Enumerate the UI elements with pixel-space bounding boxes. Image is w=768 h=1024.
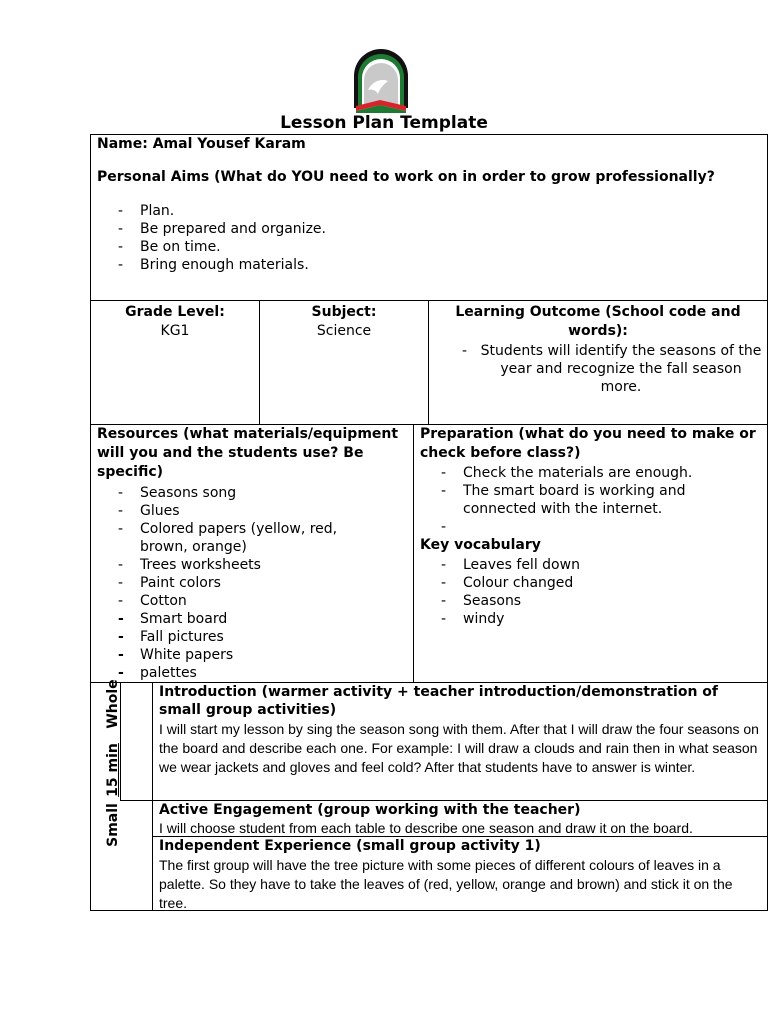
side-divider	[152, 682, 153, 910]
list-item: - Bring enough materials.	[94, 256, 594, 274]
list-item: - White papers	[94, 646, 394, 664]
outcome-text: Students will identify the seasons of the year and recognize the fall season more.	[480, 343, 762, 395]
list-item: - Leaves fell down	[417, 556, 717, 574]
subject-value: Science	[316, 323, 372, 339]
row-divider	[90, 300, 768, 301]
label-line: specific)	[97, 464, 164, 480]
resources-list	[94, 484, 394, 610]
list-item: - Plan.	[94, 202, 594, 220]
list-item: - The smart board is working and connected with the internet.	[417, 482, 713, 518]
list-item: - Cotton	[94, 592, 394, 610]
school-crest-icon	[350, 48, 412, 114]
whole-label: Whole	[105, 679, 121, 729]
independent-experience-heading: Independent Experience (small group activity 1)	[159, 838, 541, 854]
preparation-list	[417, 464, 737, 536]
list-item: - Trees worksheets	[94, 556, 394, 574]
list-item: - Glues	[94, 502, 394, 520]
list-item: - Be prepared and organize.	[94, 220, 594, 238]
duration-label: 15 min	[105, 743, 121, 797]
school-crest-logo	[350, 48, 412, 114]
page-title: Lesson Plan Template	[280, 113, 488, 133]
learning-outcome-item: - Students will identify the seasons of the year and recognize the fall season more.	[456, 342, 762, 396]
label-line: Preparation (what do you need to make or	[420, 426, 756, 442]
list-item: - windy	[417, 610, 717, 628]
list-item: - Be on time.	[94, 238, 594, 256]
list-item: - Paint colors	[94, 574, 394, 592]
active-engagement-heading: Active Engagement (group working with the teacher)	[159, 802, 581, 818]
col-divider	[413, 424, 414, 682]
personal-aims-list	[94, 202, 594, 274]
list-item: - Check the materials are enough.	[417, 464, 737, 482]
independent-experience-text: The first group will have the tree picture with some pieces of different colours of leaves in a palette. So they have to take the leaves of (red, yellow, orange and brown) and stick it on the tree.	[159, 857, 733, 911]
grade-level-value: KG1	[160, 323, 190, 339]
introduction-text: I will start my lesson by sing the season song with them. After that I will draw the four seasons on the board and describe each one. For example: I will draw a clouds and rain then in what season we wear jackets and gloves and feel cold? After that students have to answer is winter.	[159, 721, 759, 775]
label-line: check before class?)	[420, 445, 581, 461]
list-item: - Seasons	[417, 592, 717, 610]
resources-label	[97, 425, 409, 482]
active-engagement-text: I will choose student from each table to describe one season and draw it on the board.	[159, 820, 693, 836]
personal-aims-label: Personal Aims (What do YOU need to work on in order to grow professionally?	[97, 169, 715, 185]
list-item: - Colored papers (yellow, red, brown, orange)	[94, 520, 360, 556]
label-line: will you and the students use? Be	[97, 445, 364, 461]
preparation-label	[420, 425, 765, 463]
resources-list-more	[94, 610, 394, 682]
key-vocabulary-label: Key vocabulary	[420, 537, 541, 553]
introduction-heading: Introduction (warmer activity + teacher introduction/demonstration of small group activities)	[159, 684, 718, 718]
list-item: - Fall pictures	[94, 628, 394, 646]
table-border-left	[90, 134, 91, 911]
label-line: Learning Outcome (School code and	[455, 304, 741, 320]
small-label: Small	[105, 803, 121, 847]
key-vocabulary-list	[417, 556, 717, 628]
list-item	[417, 518, 737, 536]
subject-label: Subject:	[311, 304, 377, 320]
list-item: - Seasons song	[94, 484, 394, 502]
teacher-name: Name: Amal Yousef Karam	[97, 136, 306, 152]
grade-level-label: Grade Level:	[125, 304, 225, 320]
learning-outcome-label	[429, 303, 767, 341]
label-line: Resources (what materials/equipment	[97, 426, 399, 442]
label-line: words):	[568, 323, 628, 339]
list-item: - Smart board	[94, 610, 394, 628]
list-item: - Colour changed	[417, 574, 717, 592]
list-item: - palettes	[94, 664, 394, 682]
